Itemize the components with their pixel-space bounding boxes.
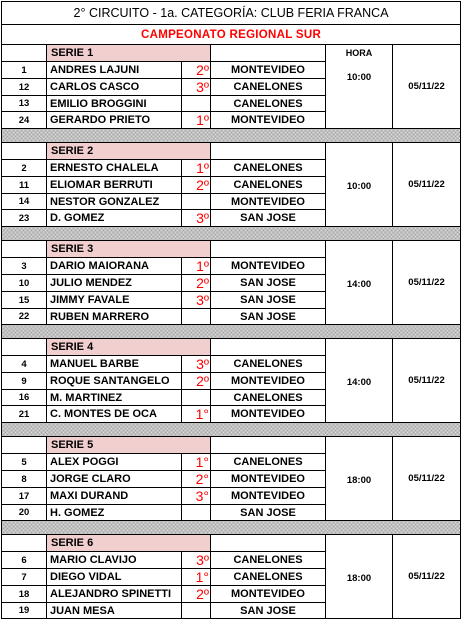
subtitle-row [2,25,461,45]
blank-cell [211,241,326,258]
series-date: 05/11/22 [408,375,445,386]
player-number: 18 [2,586,47,603]
player-number: 15 [2,292,47,309]
separator-band [2,227,461,241]
player-name: ROQUE SANTANGELO [47,373,182,390]
fixture-table [1,1,461,619]
player-club: MONTEVIDEO [211,112,326,129]
player-number: 8 [2,471,47,488]
player-name: ALEJANDRO SPINETTI [47,586,182,603]
player-name: EMILIO BROGGINI [47,96,182,112]
player-position [182,96,211,112]
player-club: CANELONES [211,96,326,112]
hora-column [326,143,393,227]
player-number: 7 [2,569,47,586]
series-date: 05/11/22 [408,81,445,92]
blank-cell [2,45,47,62]
player-name: MARIO CLAVIJO [47,552,182,569]
player-club: MONTEVIDEO [211,62,326,79]
player-club: SAN JOSE [211,309,326,325]
player-position: 1º [182,160,211,177]
series-header-row [2,535,461,552]
series-time: 10:00 [346,72,372,83]
player-club: CANELONES [211,454,326,471]
blank-cell [2,339,47,356]
player-number: 10 [2,275,47,292]
player-number: 3 [2,258,47,275]
series-separator [2,521,461,535]
player-club: MONTEVIDEO [211,373,326,390]
series-label: SERIE 5 [47,437,211,454]
series-date: 05/11/22 [408,277,445,288]
series-label: SERIE 3 [47,241,211,258]
player-club: CANELONES [211,177,326,194]
player-position: 3º [182,356,211,373]
player-club: MONTEVIDEO [211,406,326,423]
series-label: SERIE 2 [47,143,211,160]
player-position: 1° [182,569,211,586]
series-date: 05/11/22 [408,179,445,190]
series-separator [2,129,461,143]
player-number: 21 [2,406,47,423]
separator-band [2,129,461,143]
player-position: 3º [182,79,211,96]
series-header-row [2,437,461,454]
player-position: 1° [182,454,211,471]
player-club: SAN JOSE [211,275,326,292]
player-number: 13 [2,96,47,112]
player-position: 2º [182,62,211,79]
player-club: CANELONES [211,552,326,569]
player-number: 20 [2,505,47,521]
series-separator [2,325,461,339]
player-name: CARLOS CASCO [47,79,182,96]
hora-column [326,241,393,325]
series-separator [2,227,461,241]
player-number: 12 [2,79,47,96]
player-name: NESTOR GONZALEZ [47,194,182,210]
hora-column [326,535,393,619]
player-name: ALEX POGGI [47,454,182,471]
player-name: JUAN MESA [47,603,182,619]
series-header-row [2,339,461,356]
player-name: MAXI DURAND [47,488,182,505]
player-name: JULIO MENDEZ [47,275,182,292]
page-title: 2° CIRCUITO - 1a. CATEGORÍA: CLUB FERIA FRANCA [2,2,461,25]
date-column [393,143,461,227]
series-label: SERIE 4 [47,339,211,356]
player-name: RUBEN MARRERO [47,309,182,325]
blank-cell [211,45,326,62]
player-club: CANELONES [211,390,326,406]
player-number: 5 [2,454,47,471]
blank-cell [211,143,326,160]
player-club: CANELONES [211,160,326,177]
player-name: DIEGO VIDAL [47,569,182,586]
player-name: MANUEL BARBE [47,356,182,373]
player-position: 3º [182,210,211,227]
separator-band [2,325,461,339]
hora-column [326,339,393,423]
player-position [182,309,211,325]
series-date: 05/11/22 [408,571,445,582]
player-club: MONTEVIDEO [211,194,326,210]
player-position: 2º [182,586,211,603]
player-position [182,390,211,406]
player-club: CANELONES [211,569,326,586]
player-position: 2º [182,373,211,390]
player-club: MONTEVIDEO [211,258,326,275]
blank-cell [211,437,326,454]
player-position: 3º [182,292,211,309]
player-name: GERARDO PRIETO [47,112,182,129]
player-number: 1 [2,62,47,79]
player-number: 16 [2,390,47,406]
player-position: 1° [182,406,211,423]
player-number: 4 [2,356,47,373]
series-time: 18:00 [346,572,372,584]
player-name: ANDRES LAJUNI [47,62,182,79]
date-column [393,535,461,619]
series-time: 10:00 [346,180,372,192]
player-club: MONTEVIDEO [211,488,326,505]
player-position: 1º [182,258,211,275]
title-row [2,2,461,25]
date-column [393,437,461,521]
blank-cell [211,535,326,552]
player-number: 19 [2,603,47,619]
player-number: 9 [2,373,47,390]
player-position: 3° [182,488,211,505]
player-number: 23 [2,210,47,227]
player-club: SAN JOSE [211,603,326,619]
player-club: SAN JOSE [211,505,326,521]
series-header-row [2,143,461,160]
fixture-table-body [2,2,461,619]
player-name: H. GOMEZ [47,505,182,521]
series-header-row [2,45,461,62]
hora-label: HORA [345,48,373,58]
player-position: 2º [182,275,211,292]
player-club: SAN JOSE [211,292,326,309]
championship-subtitle: CAMPEONATO REGIONAL SUR [2,25,461,45]
player-name: JORGE CLARO [47,471,182,488]
player-number: 2 [2,160,47,177]
series-separator [2,423,461,437]
player-name: ELIOMAR BERRUTI [47,177,182,194]
player-number: 6 [2,552,47,569]
player-position [182,603,211,619]
player-name: DARIO MAIORANA [47,258,182,275]
player-name: D. GOMEZ [47,210,182,227]
player-position [182,194,211,210]
player-number: 11 [2,177,47,194]
separator-band [2,521,461,535]
player-position: 3º [182,552,211,569]
player-name: ERNESTO CHALELA [47,160,182,177]
player-position: 2º [182,177,211,194]
series-date: 05/11/22 [408,473,445,484]
player-number: 22 [2,309,47,325]
player-name: C. MONTES DE OCA [47,406,182,423]
blank-cell [2,535,47,552]
series-time: 14:00 [346,278,372,290]
date-column [393,339,461,423]
blank-cell [2,437,47,454]
blank-cell [211,339,326,356]
player-position [182,505,211,521]
hora-column [326,45,393,129]
date-column [393,241,461,325]
series-label: SERIE 1 [47,45,211,62]
series-header-row [2,241,461,258]
series-label: SERIE 6 [47,535,211,552]
player-number: 24 [2,112,47,129]
series-time: 14:00 [346,376,372,388]
player-name: JIMMY FAVALE [47,292,182,309]
player-number: 14 [2,194,47,210]
player-number: 17 [2,488,47,505]
separator-band [2,423,461,437]
blank-cell [2,241,47,258]
player-club: SAN JOSE [211,210,326,227]
player-position: 2° [182,471,211,488]
player-position: 1º [182,112,211,129]
player-club: MONTEVIDEO [211,471,326,488]
series-time: 18:00 [346,474,372,486]
player-club: MONTEVIDEO [211,586,326,603]
player-name: M. MARTINEZ [47,390,182,406]
player-club: CANELONES [211,79,326,96]
blank-cell [2,143,47,160]
hora-column [326,437,393,521]
date-column [393,45,461,129]
player-club: CANELONES [211,356,326,373]
